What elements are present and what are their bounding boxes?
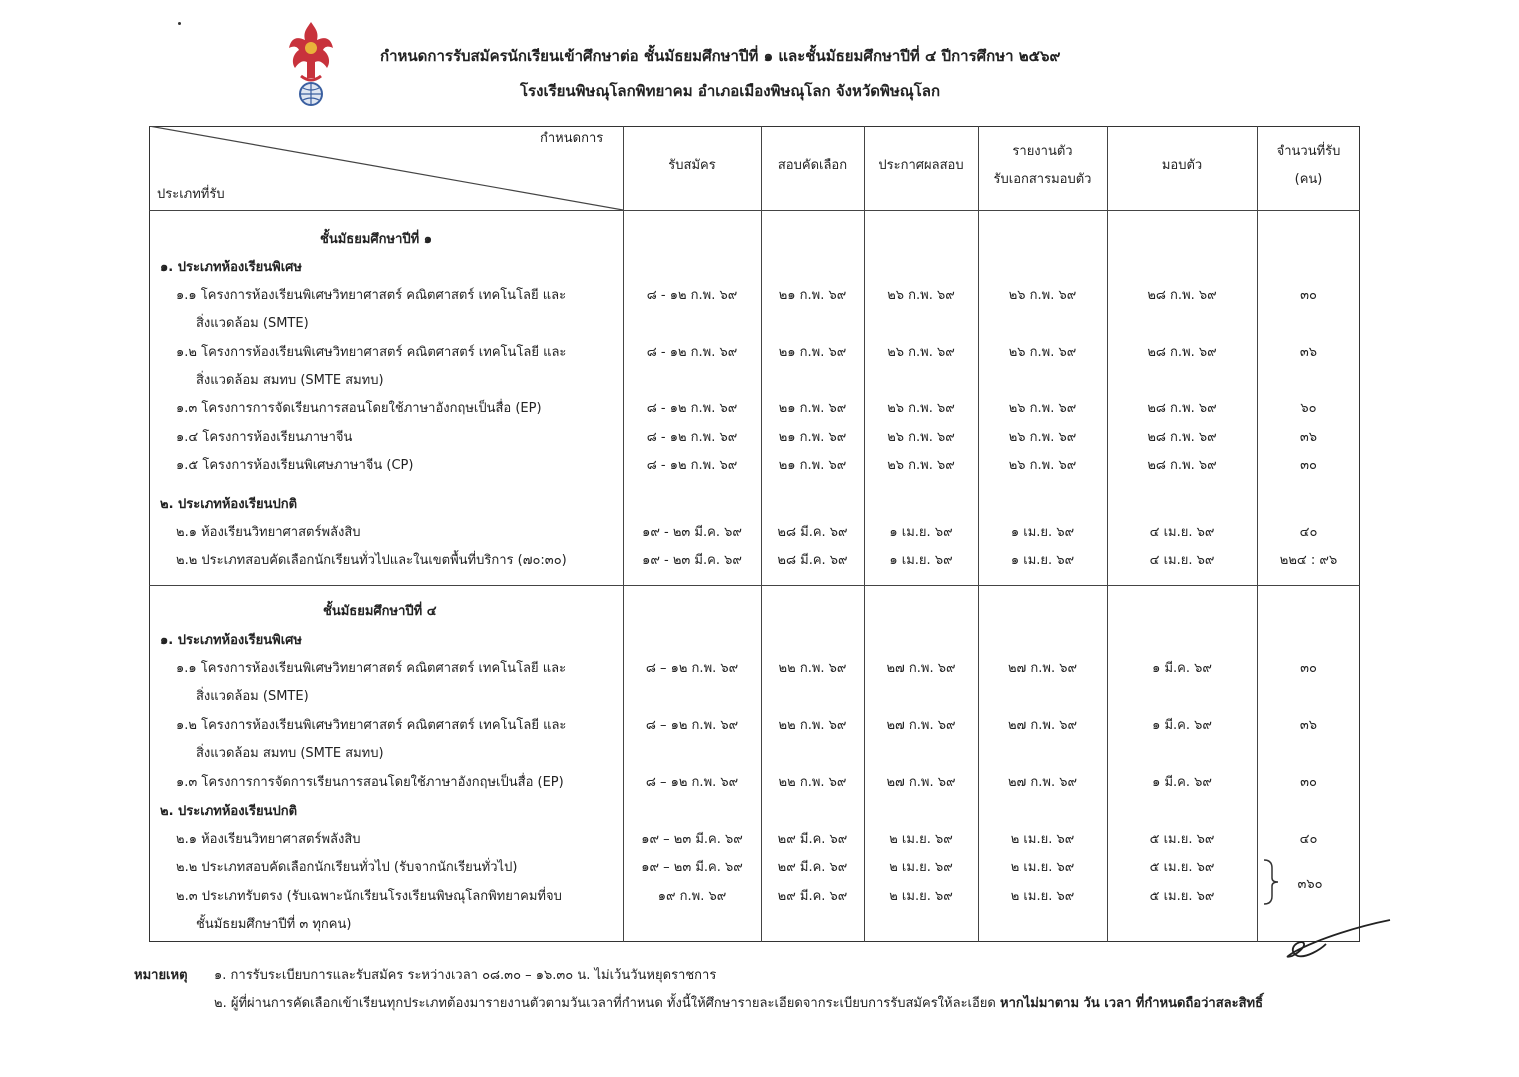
- note-1: ๑. การรับระเบียบการและรับสมัคร ระหว่างเวลา ๐๘.๓๐ – ๑๖.๓๐ น. ไม่เว้นวันหยุดราชการ: [214, 968, 717, 983]
- cell-report: ๑ เม.ย. ๖๙: [1010, 553, 1075, 568]
- cell-apply: ๑๙ - ๒๓ มี.ค. ๖๙: [642, 525, 742, 540]
- cell-announce: ๒ เม.ย. ๖๙: [889, 889, 953, 904]
- cell-enroll: ๕ เม.ย. ๖๙: [1149, 860, 1215, 875]
- m4-combined-count: ๓๖๐: [1297, 877, 1323, 892]
- header-schedule: กำหนดการ: [540, 131, 604, 146]
- cell-enroll: ๒๘ ก.พ. ๖๙: [1147, 345, 1217, 360]
- m1-heading: ชั้นมัธยมศึกษาปีที่ ๑: [320, 232, 432, 247]
- cell-count: ๓๐: [1300, 288, 1317, 303]
- m4-category-special: ๑. ประเภทห้องเรียนพิเศษ: [160, 633, 303, 648]
- cell-report: ๒๖ ก.พ. ๖๙: [1008, 430, 1077, 445]
- cell-report: ๒ เม.ย. ๖๙: [1010, 832, 1075, 847]
- cell-report: ๒๖ ก.พ. ๖๙: [1008, 458, 1077, 473]
- cell-exam: ๒๙ มี.ค. ๖๙: [777, 889, 848, 904]
- cell-report: ๒๖ ก.พ. ๖๙: [1008, 401, 1077, 416]
- cell-apply: ๘ - ๑๒ ก.พ. ๖๙: [646, 430, 738, 445]
- cell-enroll: ๑ มี.ค. ๖๙: [1152, 718, 1212, 733]
- cell-exam: ๒๑ ก.พ. ๖๙: [778, 401, 847, 416]
- row-label: ๑.๔ โครงการห้องเรียนภาษาจีน: [176, 430, 353, 445]
- cell-enroll: ๑ มี.ค. ๖๙: [1152, 775, 1212, 790]
- header-announce: ประกาศผลสอบ: [878, 158, 964, 173]
- cell-exam: ๒๑ ก.พ. ๖๙: [778, 288, 847, 303]
- cell-announce: ๑ เม.ย. ๖๙: [889, 525, 953, 540]
- cell-exam: ๒๘ มี.ค. ๖๙: [777, 553, 848, 568]
- cell-exam: ๒๑ ก.พ. ๖๙: [778, 458, 847, 473]
- cell-announce: ๒๗ ก.พ. ๖๙: [886, 718, 956, 733]
- brace-icon: [1262, 858, 1282, 906]
- cell-announce: ๒ เม.ย. ๖๙: [889, 832, 953, 847]
- cell-report: ๒ เม.ย. ๖๙: [1010, 889, 1075, 904]
- notes-label: หมายเหตุ: [134, 968, 188, 983]
- cell-apply: ๘ - ๑๒ ก.พ. ๖๙: [646, 458, 738, 473]
- cell-exam: ๒๑ ก.พ. ๖๙: [778, 430, 847, 445]
- header-count-line2: (คน): [1294, 172, 1323, 187]
- m4-category-regular: ๒. ประเภทห้องเรียนปกติ: [160, 804, 298, 819]
- cell-enroll: ๒๘ ก.พ. ๖๙: [1147, 288, 1217, 303]
- cell-enroll: ๕ เม.ย. ๖๙: [1149, 889, 1215, 904]
- cell-count: ๒๒๔ : ๙๖: [1279, 553, 1338, 568]
- section-divider: [149, 585, 1360, 586]
- note-2-text: ๒. ผู้ที่ผ่านการคัดเลือกเข้าเรียนทุกประเภทต้องมารายงานตัวตามวันเวลาที่กำหนด ทั้งนี้ให้ศึกษารายละเอียดจากระเบียบการรับสมัครให้ละเอียด: [214, 996, 1000, 1011]
- m4-heading: ชั้นมัธยมศึกษาปีที่ ๔: [323, 604, 437, 619]
- signature-icon: [1280, 912, 1400, 962]
- cell-enroll: ๒๘ ก.พ. ๖๙: [1147, 458, 1217, 473]
- note-2-bold: หากไม่มาตาม วัน เวลา ที่กำหนดถือว่าสละสิทธิ์: [1000, 996, 1264, 1011]
- cell-exam: ๒๒ ก.พ. ๖๙: [778, 661, 847, 676]
- header-type: ประเภทที่รับ: [157, 187, 225, 202]
- note-2: [214, 992, 1263, 1013]
- cell-announce: ๒๖ ก.พ. ๖๙: [887, 288, 955, 303]
- row-label-continued: สิ่งแวดล้อม สมทบ (SMTE สมทบ): [196, 373, 384, 388]
- cell-announce: ๑ เม.ย. ๖๙: [889, 553, 953, 568]
- cell-exam: ๒๒ ก.พ. ๖๙: [778, 775, 847, 790]
- cell-enroll: ๔ เม.ย. ๖๙: [1149, 553, 1215, 568]
- cell-apply: ๘ - ๑๒ ก.พ. ๖๙: [646, 288, 738, 303]
- cell-enroll: ๕ เม.ย. ๖๙: [1149, 832, 1215, 847]
- cell-count: ๔๐: [1299, 525, 1318, 540]
- cell-announce: ๒ เม.ย. ๖๙: [889, 860, 953, 875]
- cell-announce: ๒๖ ก.พ. ๖๙: [887, 458, 955, 473]
- cell-report: ๒๗ ก.พ. ๖๙: [1007, 775, 1078, 790]
- cell-exam: ๒๒ ก.พ. ๖๙: [778, 718, 847, 733]
- row-label: ๒.๑ ห้องเรียนวิทยาศาสตร์พลังสิบ: [176, 832, 361, 847]
- row-label: ๒.๒ ประเภทสอบคัดเลือกนักเรียนทั่วไปและในเขตพื้นที่บริการ (๗๐:๓๐): [176, 553, 567, 568]
- cell-report: ๑ เม.ย. ๖๙: [1010, 525, 1075, 540]
- header-report-line2: รับเอกสารมอบตัว: [993, 172, 1092, 187]
- cell-apply: ๘ - ๑๒ ก.พ. ๖๙: [646, 345, 738, 360]
- cell-exam: ๒๙ มี.ค. ๖๙: [777, 832, 848, 847]
- document-subtitle: โรงเรียนพิษณุโลกพิทยาคม อำเภอเมืองพิษณุโลก จังหวัดพิษณุโลก: [520, 82, 941, 100]
- row-label: ๑.๑ โครงการห้องเรียนพิเศษวิทยาศาสตร์ คณิตศาสตร์ เทคโนโลยี และ: [176, 288, 567, 303]
- row-label-continued: สิ่งแวดล้อม สมทบ (SMTE สมทบ): [196, 746, 384, 761]
- cell-count: ๓๖: [1299, 718, 1318, 733]
- cell-enroll: ๔ เม.ย. ๖๙: [1149, 525, 1215, 540]
- cell-count: ๓๐: [1300, 775, 1317, 790]
- cell-apply: ๘ – ๑๒ ก.พ. ๖๙: [645, 718, 739, 733]
- cell-apply: ๑๙ – ๒๓ มี.ค. ๖๙: [641, 832, 743, 847]
- m1-category-regular: ๒. ประเภทห้องเรียนปกติ: [160, 497, 298, 512]
- cell-apply: ๘ – ๑๒ ก.พ. ๖๙: [645, 775, 739, 790]
- cell-announce: ๒๗ ก.พ. ๖๙: [886, 661, 956, 676]
- header-count-line1: จำนวนที่รับ: [1276, 144, 1341, 159]
- row-label: ๑.๕ โครงการห้องเรียนพิเศษภาษาจีน (CP): [176, 458, 414, 473]
- cell-announce: ๒๖ ก.พ. ๖๙: [887, 430, 955, 445]
- cell-announce: ๒๖ ก.พ. ๖๙: [887, 401, 955, 416]
- cell-enroll: ๒๘ ก.พ. ๖๙: [1147, 430, 1217, 445]
- cell-enroll: ๑ มี.ค. ๖๙: [1152, 661, 1212, 676]
- m1-category-special: ๑. ประเภทห้องเรียนพิเศษ: [160, 260, 303, 275]
- cell-count: ๓๐: [1300, 458, 1317, 473]
- cell-count: ๓๖: [1299, 345, 1318, 360]
- cell-announce: ๒๖ ก.พ. ๖๙: [887, 345, 955, 360]
- cell-apply: ๘ – ๑๒ ก.พ. ๖๙: [645, 661, 739, 676]
- row-label: ๑.๓ โครงการการจัดการเรียนการสอนโดยใช้ภาษาอังกฤษเป็นสื่อ (EP): [176, 775, 564, 790]
- header-apply: รับสมัคร: [668, 158, 716, 173]
- scan-mark: [178, 22, 181, 25]
- document-title: กำหนดการรับสมัครนักเรียนเข้าศึกษาต่อ ชั้นมัธยมศึกษาปีที่ ๑ และชั้นมัธยมศึกษาปีที่ ๔ ปีการศึกษา ๒๕๖๙: [380, 47, 1061, 65]
- header-enroll: มอบตัว: [1161, 158, 1203, 173]
- header-report-line1: รายงานตัว: [1012, 144, 1073, 159]
- cell-report: ๒๖ ก.พ. ๖๙: [1008, 345, 1077, 360]
- cell-count: ๔๐: [1299, 832, 1318, 847]
- header-divider: [149, 210, 1360, 211]
- row-label-continued: ชั้นมัธยมศึกษาปีที่ ๓ ทุกคน): [196, 917, 352, 932]
- row-label: ๒.๒ ประเภทสอบคัดเลือกนักเรียนทั่วไป (รับจากนักเรียนทั่วไป): [176, 860, 518, 875]
- cell-report: ๒๗ ก.พ. ๖๙: [1007, 718, 1078, 733]
- school-logo-icon: [283, 18, 339, 108]
- cell-count: ๓๐: [1300, 661, 1317, 676]
- row-label: ๒.๑ ห้องเรียนวิทยาศาสตร์พลังสิบ: [176, 525, 361, 540]
- cell-report: ๒๗ ก.พ. ๖๙: [1007, 661, 1078, 676]
- row-label: ๑.๓ โครงการการจัดเรียนการสอนโดยใช้ภาษาอังกฤษเป็นสื่อ (EP): [176, 401, 542, 416]
- row-label: ๑.๒ โครงการห้องเรียนพิเศษวิทยาศาสตร์ คณิตศาสตร์ เทคโนโลยี และ: [176, 345, 567, 360]
- cell-count: ๖๐: [1300, 401, 1317, 416]
- cell-apply: ๑๙ - ๒๓ มี.ค. ๖๙: [642, 553, 742, 568]
- cell-exam: ๒๘ มี.ค. ๖๙: [777, 525, 848, 540]
- cell-count: ๓๖: [1299, 430, 1318, 445]
- row-label: ๒.๓ ประเภทรับตรง (รับเฉพาะนักเรียนโรงเรียนพิษณุโลกพิทยาคมที่จบ: [176, 889, 562, 904]
- row-label-continued: สิ่งแวดล้อม (SMTE): [196, 689, 309, 704]
- row-label: ๑.๒ โครงการห้องเรียนพิเศษวิทยาศาสตร์ คณิตศาสตร์ เทคโนโลยี และ: [176, 718, 567, 733]
- row-label: ๑.๑ โครงการห้องเรียนพิเศษวิทยาศาสตร์ คณิตศาสตร์ เทคโนโลยี และ: [176, 661, 567, 676]
- cell-exam: ๒๑ ก.พ. ๖๙: [778, 345, 847, 360]
- cell-apply: ๑๙ – ๒๓ มี.ค. ๖๙: [641, 860, 743, 875]
- cell-apply: ๘ - ๑๒ ก.พ. ๖๙: [646, 401, 738, 416]
- cell-report: ๒๖ ก.พ. ๖๙: [1008, 288, 1077, 303]
- cell-apply: ๑๙ ก.พ. ๖๙: [657, 889, 727, 904]
- cell-exam: ๒๙ มี.ค. ๖๙: [777, 860, 848, 875]
- cell-announce: ๒๗ ก.พ. ๖๙: [886, 775, 956, 790]
- header-exam: สอบคัดเลือก: [777, 158, 848, 173]
- cell-report: ๒ เม.ย. ๖๙: [1010, 860, 1075, 875]
- row-label-continued: สิ่งแวดล้อม (SMTE): [196, 316, 309, 331]
- cell-enroll: ๒๘ ก.พ. ๖๙: [1147, 401, 1217, 416]
